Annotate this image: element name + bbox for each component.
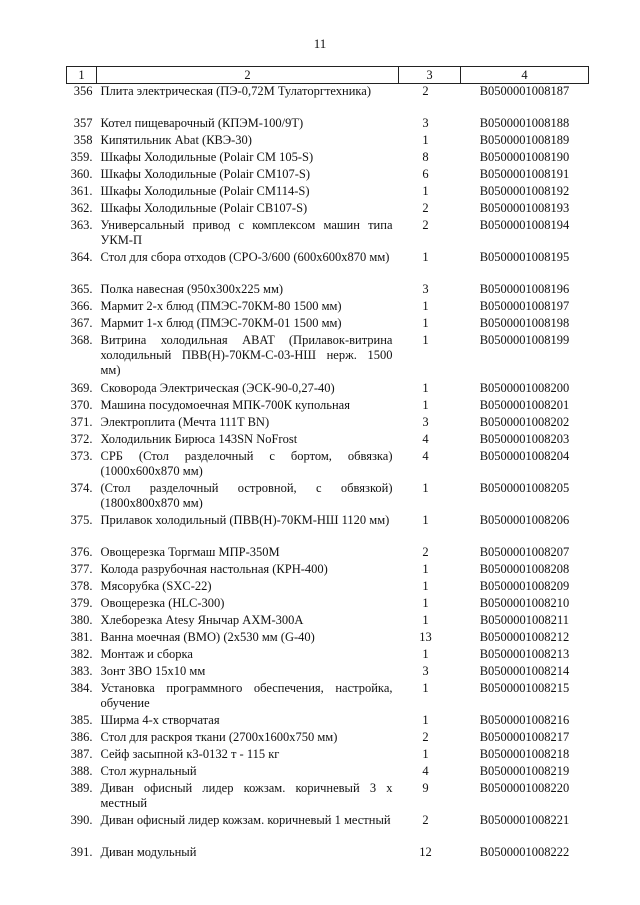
- table-row: [67, 647, 589, 664]
- inventory-code: B0500001008203: [479, 432, 570, 446]
- item-name: Кипятильник Abat (КВЭ-30): [100, 133, 252, 147]
- row-number: 364.: [70, 250, 93, 264]
- inventory-code: B0500001008207: [479, 545, 570, 559]
- table-row: [67, 449, 589, 481]
- item-name: Шкафы Холодильные (Polair CM 105-S): [100, 150, 314, 164]
- row-number: 376.: [70, 545, 93, 559]
- item-quantity: 1: [422, 713, 429, 727]
- header-col-4: 4: [461, 67, 589, 84]
- item-name: Плита электрическая (ПЭ-0,72М Тулаторгтехника): [100, 84, 372, 98]
- item-name: Шкафы Холодильные (Polair CM107-S): [100, 167, 310, 181]
- item-quantity: 1: [422, 299, 429, 313]
- item-name: Машина посудомоечная МПК-700К купольная: [100, 398, 350, 412]
- inventory-code: B0500001008213: [479, 647, 570, 661]
- item-quantity: 1: [422, 316, 429, 330]
- inventory-code: B0500001008198: [479, 316, 570, 330]
- item-name: Шкафы Холодильные (Polair CM114-S): [100, 184, 310, 198]
- item-name: Холодильник Бирюса 143SN NoFrost: [100, 432, 298, 446]
- inventory-code: B0500001008193: [479, 201, 570, 215]
- table-row: [67, 432, 589, 449]
- table-row: [67, 781, 589, 813]
- item-name: Установка программного обеспечения, настройка, обучение: [100, 681, 393, 710]
- row-number: 380.: [70, 613, 93, 627]
- table-row: [67, 664, 589, 681]
- item-name: Монтаж и сборка: [100, 647, 193, 661]
- item-name: Полка навесная (950х300х225 мм): [100, 282, 284, 296]
- item-quantity: 3: [422, 415, 429, 429]
- table-row: [67, 415, 589, 432]
- table-row: [67, 218, 589, 250]
- row-number: 381.: [70, 630, 93, 644]
- item-quantity: 4: [422, 764, 429, 778]
- row-number: 359.: [70, 150, 93, 164]
- item-name: Котел пищеварочный (КПЭМ-100/9Т): [100, 116, 304, 130]
- inventory-code: B0500001008195: [479, 250, 570, 264]
- table-row: [67, 250, 589, 282]
- inventory-code: B0500001008210: [479, 596, 570, 610]
- item-name: Овощерезка (HLC-300): [100, 596, 225, 610]
- table-row: [67, 84, 589, 117]
- item-name: Сейф засыпной к3-0132 т - 115 кг: [100, 747, 280, 761]
- item-quantity: 6: [422, 167, 429, 181]
- item-name: Ванна моечная (ВМО) (2х530 мм (G-40): [100, 630, 315, 644]
- row-number: 390.: [70, 813, 93, 827]
- item-name: Мармит 1-х блюд (ПМЭС-70КМ-01 1500 мм): [100, 316, 342, 330]
- table-row: [67, 481, 589, 513]
- table-row: [67, 167, 589, 184]
- item-quantity: 1: [422, 381, 429, 395]
- header-col-3: 3: [399, 67, 461, 84]
- item-quantity: 9: [422, 781, 429, 795]
- table-row: [67, 730, 589, 747]
- table-row: [67, 845, 589, 862]
- row-number: 363.: [70, 218, 93, 232]
- row-number: 384.: [70, 681, 93, 695]
- row-number: 370.: [70, 398, 93, 412]
- item-name: Мармит 2-х блюд (ПМЭС-70КМ-80 1500 мм): [100, 299, 342, 313]
- inventory-code: B0500001008211: [479, 613, 570, 627]
- item-quantity: 13: [419, 630, 432, 644]
- item-quantity: 1: [422, 681, 429, 695]
- table-row: [67, 681, 589, 713]
- item-quantity: 4: [422, 432, 429, 446]
- item-name: Универсальный привод с комплексом машин типа УКМ-П: [100, 218, 393, 247]
- item-quantity: 1: [422, 579, 429, 593]
- item-name: Прилавок холодильный (ПВВ(Н)-70КМ-НШ 1120 мм): [100, 513, 390, 527]
- inventory-code: B0500001008219: [479, 764, 570, 778]
- inventory-code: B0500001008215: [479, 681, 570, 695]
- item-name: Электроплита (Мечта 111T BN): [100, 415, 270, 429]
- table-row: [67, 316, 589, 333]
- row-number: 366.: [70, 299, 93, 313]
- inventory-code: B0500001008190: [479, 150, 570, 164]
- item-name: Ширма 4-х створчатая: [100, 713, 220, 727]
- item-quantity: 4: [422, 449, 429, 463]
- inventory-table: [66, 66, 589, 862]
- table-row: [67, 713, 589, 730]
- inventory-code: B0500001008197: [479, 299, 570, 313]
- inventory-code: B0500001008209: [479, 579, 570, 593]
- item-name: Зонт ЗВО 15х10 мм: [100, 664, 206, 678]
- table-row: [67, 282, 589, 299]
- item-quantity: 12: [419, 845, 432, 859]
- inventory-code: B0500001008199: [479, 333, 570, 347]
- item-quantity: 3: [422, 116, 429, 130]
- table-row: [67, 398, 589, 415]
- table-row: [67, 513, 589, 545]
- row-number: 375.: [70, 513, 93, 527]
- item-name: Сковорода Электрическая (ЭСК-90-0,27-40): [100, 381, 335, 395]
- item-quantity: 1: [422, 513, 429, 527]
- row-number: 357: [73, 116, 93, 130]
- item-quantity: 1: [422, 398, 429, 412]
- item-quantity: 2: [422, 201, 429, 215]
- row-number: 374.: [70, 481, 93, 495]
- table-row: [67, 813, 589, 845]
- row-number: 373.: [70, 449, 93, 463]
- table-row: [67, 562, 589, 579]
- inventory-code: B0500001008204: [479, 449, 570, 463]
- table-body: [67, 84, 589, 863]
- row-number: 368.: [70, 333, 93, 347]
- inventory-code: B0500001008221: [479, 813, 570, 827]
- inventory-code: B0500001008200: [479, 381, 570, 395]
- item-name: Овощерезка Торгмаш МПР-350М: [100, 545, 280, 559]
- item-quantity: 2: [422, 813, 429, 827]
- row-number: 378.: [70, 579, 93, 593]
- inventory-code: B0500001008208: [479, 562, 570, 576]
- row-number: 372.: [70, 432, 93, 446]
- item-quantity: 2: [422, 84, 429, 98]
- inventory-code: B0500001008218: [479, 747, 570, 761]
- header-col-1: 1: [67, 67, 97, 84]
- inventory-code: B0500001008192: [479, 184, 570, 198]
- item-quantity: 1: [422, 481, 429, 495]
- inventory-code: B0500001008191: [479, 167, 570, 181]
- table-row: [67, 116, 589, 133]
- inventory-code: B0500001008222: [479, 845, 570, 859]
- row-number: 367.: [70, 316, 93, 330]
- item-quantity: 1: [422, 562, 429, 576]
- table-row: [67, 299, 589, 316]
- item-name: Диван модульный: [100, 845, 197, 859]
- item-name: Стол для раскроя ткани (2700х1600х750 мм): [100, 730, 338, 744]
- item-quantity: 2: [422, 218, 429, 232]
- item-quantity: 2: [422, 730, 429, 744]
- page-number: 11: [313, 36, 327, 51]
- row-number: 369.: [70, 381, 93, 395]
- inventory-code: B0500001008214: [479, 664, 570, 678]
- table-row: [67, 630, 589, 647]
- table-row: [67, 333, 589, 381]
- item-quantity: 2: [422, 545, 429, 559]
- inventory-code: B0500001008189: [479, 133, 570, 147]
- inventory-code: B0500001008205: [479, 481, 570, 495]
- inventory-code: B0500001008216: [479, 713, 570, 727]
- item-name: (Стол разделочный островной, с обвязкой) (1800х800х870 мм): [100, 481, 393, 510]
- inventory-code: B0500001008212: [479, 630, 570, 644]
- row-number: 377.: [70, 562, 93, 576]
- header-col-2: 2: [97, 67, 399, 84]
- inventory-code: B0500001008202: [479, 415, 570, 429]
- inventory-code: B0500001008196: [479, 282, 570, 296]
- inventory-code: B0500001008187: [479, 84, 570, 98]
- table-row: [67, 747, 589, 764]
- table-header: [67, 67, 589, 84]
- row-number: 388.: [70, 764, 93, 778]
- item-name: Стол журнальный: [100, 764, 197, 778]
- item-name: Шкафы Холодильные (Polair CB107-S): [100, 201, 308, 215]
- row-number: 385.: [70, 713, 93, 727]
- row-number: 391.: [70, 845, 93, 859]
- item-quantity: 1: [422, 133, 429, 147]
- table-row: [67, 613, 589, 630]
- table-row: [67, 184, 589, 201]
- item-name: Мясорубка (SXC-22): [100, 579, 212, 593]
- item-quantity: 1: [422, 613, 429, 627]
- row-number: 387.: [70, 747, 93, 761]
- row-number: 379.: [70, 596, 93, 610]
- inventory-code: B0500001008188: [479, 116, 570, 130]
- table-row: [67, 764, 589, 781]
- item-quantity: 1: [422, 333, 429, 347]
- item-quantity: 3: [422, 664, 429, 678]
- table-row: [67, 381, 589, 398]
- table-row: [67, 579, 589, 596]
- inventory-code: B0500001008217: [479, 730, 570, 744]
- item-quantity: 1: [422, 250, 429, 264]
- table-row: [67, 596, 589, 613]
- item-quantity: 1: [422, 184, 429, 198]
- row-number: 362.: [70, 201, 93, 215]
- inventory-code: B0500001008194: [479, 218, 570, 232]
- item-quantity: 1: [422, 647, 429, 661]
- item-name: Стол для сбора отходов (СРО-3/600 (600х600х870 мм): [100, 250, 390, 264]
- row-number: 358: [73, 133, 93, 147]
- item-name: СРБ (Стол разделочный с бортом, обвязка) (1000х600х870 мм): [100, 449, 393, 478]
- inventory-code: B0500001008220: [479, 781, 570, 795]
- row-number: 365.: [70, 282, 93, 296]
- item-quantity: 1: [422, 747, 429, 761]
- table-row: [67, 545, 589, 562]
- item-name: Колода разрубочная настольная (КРН-400): [100, 562, 328, 576]
- table-row: [67, 133, 589, 150]
- item-name: Диван офисный лидер кожзам. коричневый 3 х местный: [100, 781, 393, 810]
- inventory-code: B0500001008206: [479, 513, 570, 527]
- row-number: 386.: [70, 730, 93, 744]
- item-quantity: 3: [422, 282, 429, 296]
- row-number: 389.: [70, 781, 93, 795]
- row-number: 361.: [70, 184, 93, 198]
- row-number: 383.: [70, 664, 93, 678]
- row-number: 360.: [70, 167, 93, 181]
- item-name: Витрина холодильная ABAT (Прилавок-витрина холодильный ПВВ(Н)-70КМ-С-03-НШ нерж. 1500 мм): [100, 333, 393, 377]
- row-number: 371.: [70, 415, 93, 429]
- table-row: [67, 201, 589, 218]
- item-name: Хлеборезка Atesy Янычар АХМ-300А: [100, 613, 304, 627]
- item-name: Диван офисный лидер кожзам. коричневый 1 местный: [100, 813, 391, 827]
- table-row: [67, 150, 589, 167]
- item-quantity: 8: [422, 150, 429, 164]
- row-number: 382.: [70, 647, 93, 661]
- item-quantity: 1: [422, 596, 429, 610]
- inventory-code: B0500001008201: [479, 398, 570, 412]
- row-number: 356: [73, 84, 93, 98]
